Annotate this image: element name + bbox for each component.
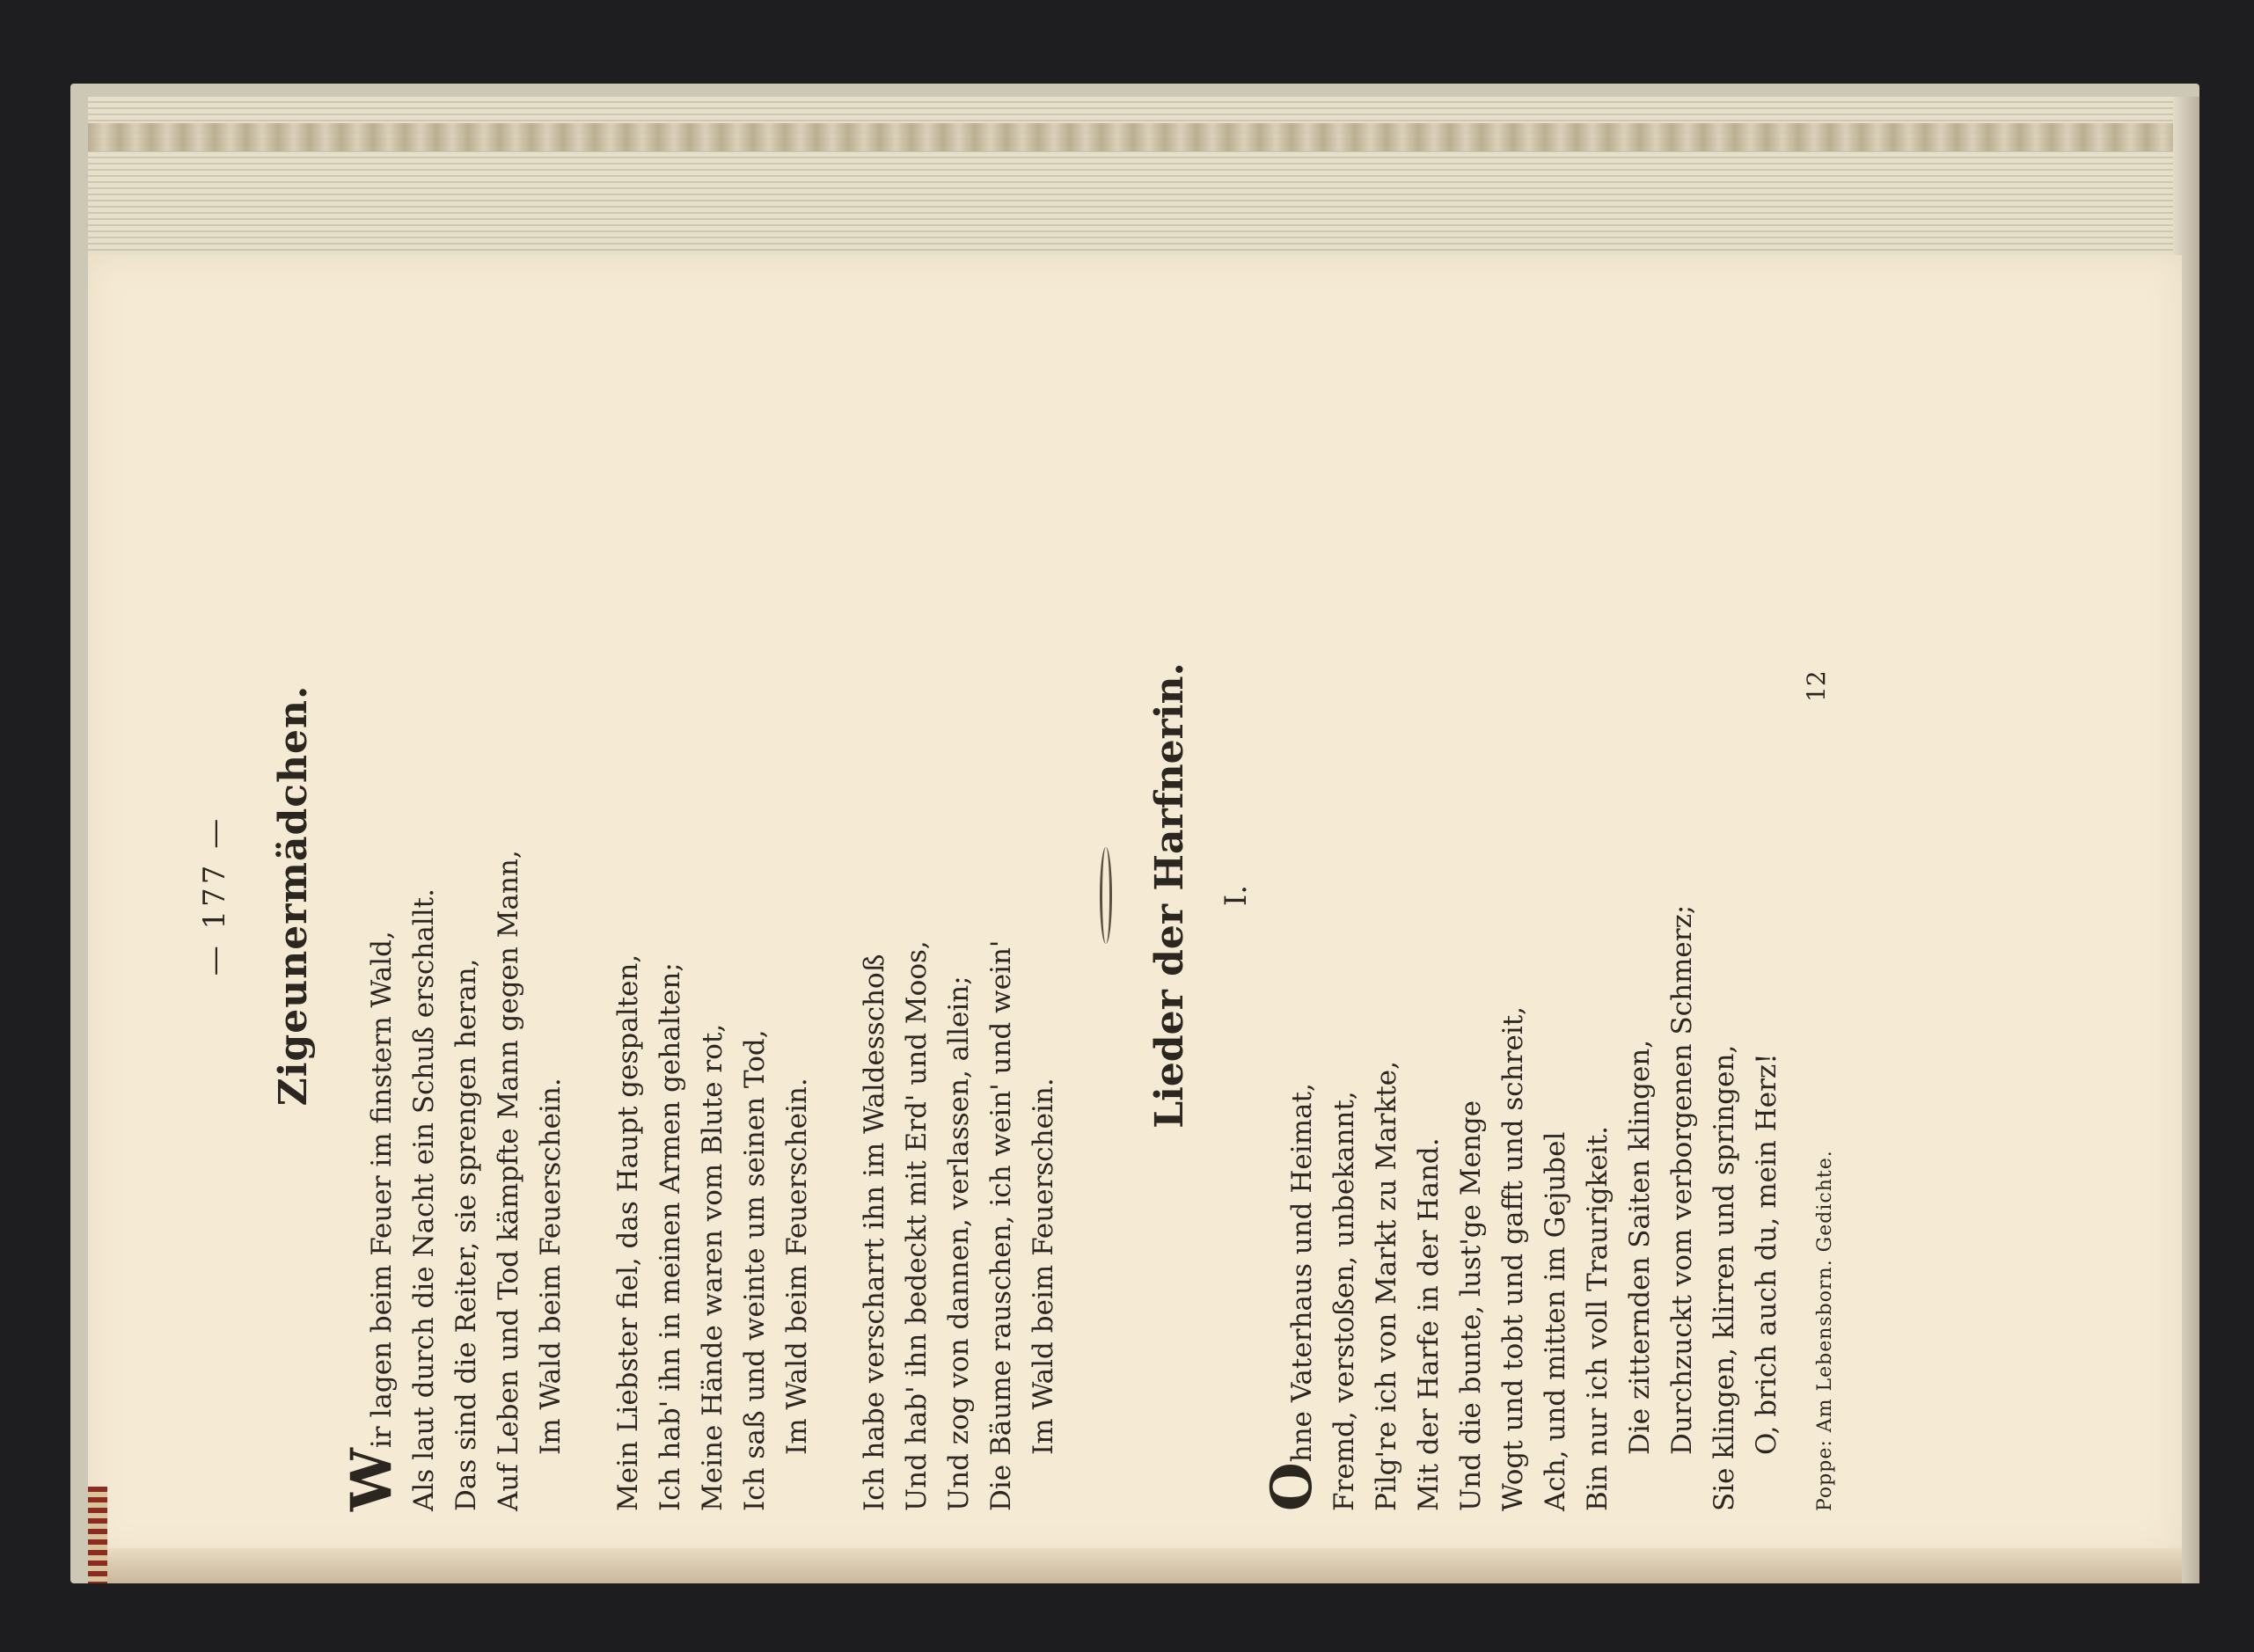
poem-line: Ach, und mitten im Gejubel <box>1540 1131 1571 1511</box>
page-number: — 177 — <box>197 815 232 976</box>
poem-part-number: I. <box>1218 884 1254 907</box>
poem-line: Meine Hände waren vom Blute rot, <box>697 1023 728 1511</box>
poem-line: Und zog von dannen, verlassen, allein; <box>943 976 975 1511</box>
poem-refrain: Im Wald beim Feuerschein. <box>781 1078 813 1455</box>
poem-line: O, brich auch du, mein Herz! <box>1751 1053 1782 1455</box>
poem-line: Ich habe verscharrt ihn im Waldesschoß <box>859 954 890 1511</box>
signature-mark: 12 <box>1802 670 1831 702</box>
poem-line: hne Vaterhaus und Heimat, <box>1286 1083 1318 1463</box>
drop-cap: O <box>1259 1462 1325 1511</box>
decorative-edge-band <box>88 123 2182 151</box>
drop-cap: W <box>339 1448 405 1511</box>
poem-line: Und die bunte, lust'ge Menge <box>1455 1100 1487 1511</box>
poem-stanza <box>339 280 572 1511</box>
poem-line: Fremd, verstoßen, unbekannt, <box>1328 1091 1360 1511</box>
poem-line: Das sind die Reiter, sie sprengen heran, <box>450 958 482 1511</box>
page-text-rotated <box>171 157 2106 1652</box>
poem-line: ir lagen beim Feuer im finstern Wald, <box>366 931 398 1449</box>
poem-line: Und hab' ihn bedeckt mit Erd' und Moos, <box>901 940 933 1511</box>
poem-line: Mein Liebster fiel, das Haupt gespalten, <box>612 954 644 1511</box>
imprint-line: Poppe: Am Lebensborn. Gedichte. <box>1814 1150 1836 1511</box>
poem-title: Zigeunermädchen. <box>271 684 316 1107</box>
page-footer <box>1802 280 1849 1511</box>
poem-line: Sie klingen, klirren und springen, <box>1709 1044 1740 1511</box>
poem-line: Wogt und tobt und gafft und schreit, <box>1497 1005 1529 1511</box>
poem-line: Die Bäume rauschen, ich wein' und wein' <box>985 939 1017 1511</box>
poem-line: Ich hab' ihn in meinen Armen gehalten; <box>655 962 686 1511</box>
poem-body <box>1259 280 1788 1511</box>
poem-line: Als laut durch die Nacht ein Schuß erschallt. <box>408 888 440 1511</box>
poem-refrain: Im Wald beim Feuerschein. <box>1028 1078 1059 1455</box>
poem-line: Auf Leben und Tod kämpfte Mann gegen Mann, <box>493 850 524 1511</box>
poem-line: Bin nur ich voll Traurigkeit. <box>1582 1126 1614 1511</box>
poem-title: Lieder der Harfnerin. <box>1147 662 1192 1129</box>
poem-stanza <box>607 280 818 1511</box>
poem-line: Die zitternden Saiten klingen, <box>1624 1039 1656 1455</box>
poem-refrain: Im Wald beim Feuerschein. <box>535 1078 567 1455</box>
poem-line: Mit der Harfe in der Hand. <box>1413 1137 1445 1511</box>
poem-line: Pilg're ich von Markt zu Markte, <box>1371 1061 1402 1511</box>
bookmark-ribbon <box>88 1487 107 1583</box>
poem-body <box>339 280 1065 1511</box>
poem-stanza <box>853 280 1065 1511</box>
page-text-column <box>197 280 1849 1511</box>
poem-line: Durchzuckt vom verborgenen Schmerz; <box>1666 904 1698 1455</box>
poem-line: Ich saß und weinte um seinen Tod, <box>739 1029 771 1511</box>
ornamental-divider <box>1100 847 1112 944</box>
